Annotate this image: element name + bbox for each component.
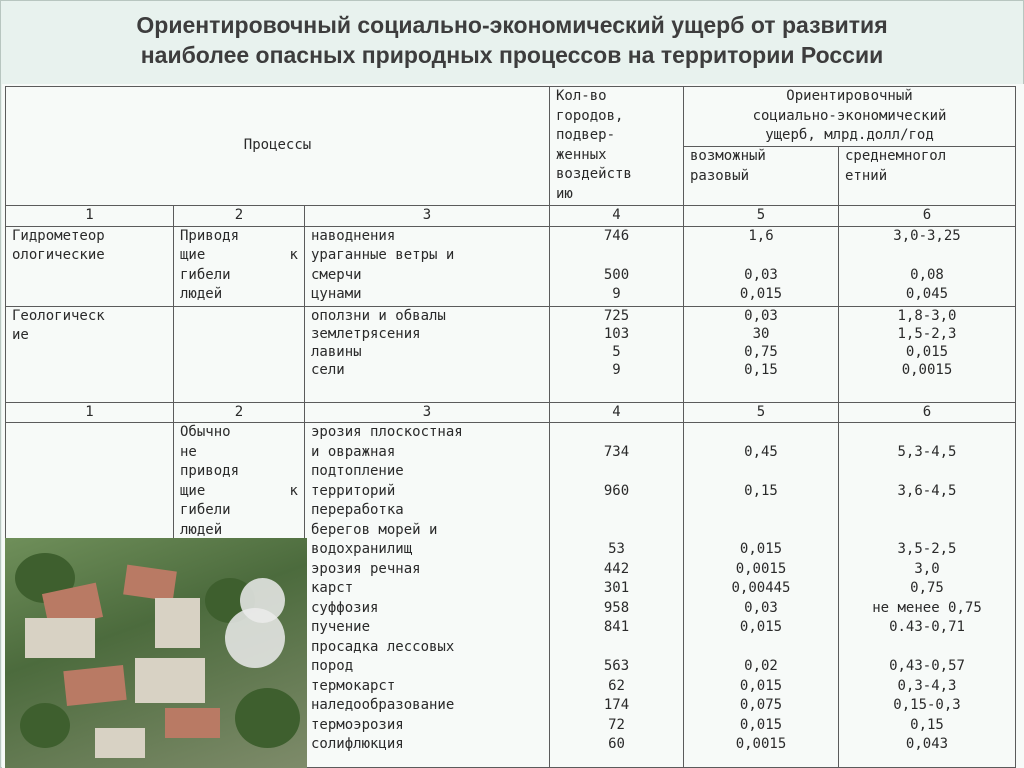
header-cities	[550, 87, 684, 206]
header-processes: Процессы	[6, 87, 550, 206]
subgroup-fatal	[174, 226, 305, 306]
header-damage	[684, 87, 1016, 147]
column-number-3: 3	[305, 402, 550, 423]
cell-line	[556, 423, 677, 443]
cell-line: 5	[612, 343, 621, 360]
cell-line: подтопление	[311, 463, 404, 479]
cell-line	[556, 501, 677, 521]
cell-line: 746	[603, 227, 630, 244]
cell-line: щие к	[180, 247, 298, 263]
process-list-hydromet	[305, 226, 550, 306]
cell-line: ие	[12, 327, 29, 343]
cell-line: гибели	[180, 502, 231, 518]
column-numbers-row	[6, 402, 1016, 423]
title-line-1: Ориентировочный социально-экономический ущерб от развития	[136, 12, 888, 38]
cell-line: территорий	[311, 482, 396, 499]
cell-line: смерчи	[311, 266, 362, 283]
cell-line: 0,15-0,3	[893, 697, 961, 713]
cell-line: просадка лессовых	[311, 638, 455, 655]
cities-geological	[550, 306, 684, 402]
cell-line: 0,45	[744, 443, 778, 460]
subgroup-empty	[174, 306, 305, 402]
cell-line: сели	[311, 361, 345, 378]
cell-line: возможный	[690, 148, 766, 164]
cell-line: 174	[603, 697, 630, 713]
average-hydromet	[839, 226, 1016, 306]
cell-line: 958	[603, 599, 630, 616]
cell-line: Геологическ	[12, 307, 105, 324]
cell-line: наледообразование	[311, 697, 455, 713]
cell-line: Гидрометеор	[12, 227, 105, 244]
cell-line: Кол-во	[556, 88, 607, 104]
cell-line: 53	[608, 541, 625, 557]
cell-line: оползни и обвалы	[311, 307, 446, 324]
cell-line: термокарст	[311, 677, 396, 694]
cell-line: 0,15	[744, 482, 778, 499]
average-other	[839, 423, 1016, 768]
cell-line: наводнения	[311, 227, 396, 244]
cell-line: подвер-	[556, 127, 616, 143]
cell-line: 0,03	[744, 599, 778, 616]
cell-line: людей	[180, 521, 223, 538]
cell-line: солифлюкция	[311, 736, 404, 752]
cell-line: землетрясения	[311, 325, 421, 342]
cell-line: 0,15	[744, 361, 778, 378]
cell-line: карст	[311, 580, 354, 596]
cell-line: 841	[603, 619, 630, 635]
cell-line: лавины	[311, 343, 362, 360]
cell-line	[556, 638, 677, 658]
cell-line: ущерб, млрд.долл/год	[765, 127, 934, 143]
cell-line: 3,6-4,5	[897, 482, 957, 499]
cell-line: и овражная	[311, 443, 396, 460]
cell-line: 0,75	[910, 580, 944, 596]
oneoff-geological	[684, 306, 839, 402]
cell-line: 0,075	[739, 697, 783, 713]
cell-line: 0.43-0,71	[889, 619, 965, 635]
cell-line: ию	[556, 185, 573, 202]
cell-line: не менее 0,75	[872, 599, 982, 616]
cell-line: 0,015	[739, 716, 783, 733]
header-oneoff	[684, 147, 839, 206]
cell-line: 0,43-0,57	[889, 658, 965, 674]
process-list-other	[305, 423, 550, 768]
cell-line	[845, 521, 1009, 541]
cell-line: гибели	[180, 266, 231, 283]
cell-line: переработка	[311, 502, 404, 518]
cell-line: 72	[608, 716, 625, 733]
cell-line: 5,3-4,5	[897, 443, 957, 460]
cell-line: ураганные ветры и	[311, 247, 455, 263]
cell-line: суффозия	[311, 599, 379, 616]
cell-line	[690, 638, 832, 658]
cell-line	[845, 246, 1009, 266]
cell-line: эрозия речная	[311, 560, 421, 577]
cell-line	[690, 246, 832, 266]
aerial-town-photo	[5, 538, 307, 768]
cell-line: 0,015	[739, 619, 783, 635]
cell-line: 500	[603, 266, 630, 283]
cell-line: социально-экономический	[752, 107, 947, 124]
group-geological	[6, 306, 174, 402]
cell-line: 0,0015	[901, 361, 953, 378]
cell-line: 1,5-2,3	[897, 325, 957, 342]
cell-line: 442	[603, 560, 630, 577]
column-number-2: 2	[174, 402, 305, 423]
cell-line: 725	[603, 307, 630, 324]
cell-line: 0,015	[739, 286, 783, 302]
cell-line: термоэрозия	[311, 716, 404, 733]
oneoff-other	[684, 423, 839, 768]
column-number-6: 6	[839, 402, 1016, 423]
cities-other	[550, 423, 684, 768]
cell-line	[690, 521, 832, 541]
cell-line: 0,02	[744, 658, 778, 674]
cell-line: эрозия плоскостная	[311, 424, 463, 440]
cell-line: 0,15	[910, 716, 944, 733]
cell-line: 0,0015	[735, 736, 787, 752]
cell-line: 0,015	[905, 343, 949, 360]
cell-line	[556, 462, 677, 482]
cell-line: 0,03	[744, 307, 778, 324]
cell-line: разовый	[690, 167, 750, 184]
average-geological	[839, 306, 1016, 402]
cell-line: воздейств	[556, 166, 632, 182]
cell-line: пород	[311, 658, 354, 674]
column-number-1: 1	[6, 402, 174, 423]
cell-line: 0,03	[744, 266, 778, 283]
cell-line: 3,5-2,5	[897, 541, 957, 557]
cell-line: приводя	[180, 463, 240, 479]
cell-line	[556, 246, 677, 266]
cell-line: щие к	[180, 482, 298, 499]
cell-line	[845, 501, 1009, 521]
column-numbers-row	[6, 206, 1016, 227]
cell-line	[556, 521, 677, 541]
cell-line: цунами	[311, 286, 362, 302]
process-list-geological	[305, 306, 550, 402]
cell-line: 0,0015	[735, 560, 787, 577]
cell-line: водохранилищ	[311, 541, 413, 557]
cell-line: 0,045	[905, 286, 949, 302]
cell-line	[845, 423, 1009, 443]
cell-line: 9	[612, 286, 621, 302]
cell-line: пучение	[311, 619, 371, 635]
group-hydromet	[6, 226, 174, 306]
cities-hydromet	[550, 226, 684, 306]
oneoff-hydromet	[684, 226, 839, 306]
column-number-3: 3	[305, 206, 550, 227]
cell-line: 960	[603, 482, 630, 499]
header-average	[839, 147, 1016, 206]
cell-line: 3,0-3,25	[893, 227, 961, 244]
cell-line: 0,3-4,3	[897, 677, 957, 694]
cell-line: 0,043	[905, 736, 949, 752]
cell-line: 0,015	[739, 677, 783, 694]
cell-line: людей	[180, 286, 223, 302]
cell-line: Обычно	[180, 424, 231, 440]
slide-title	[0, 10, 1024, 70]
cell-line	[845, 638, 1009, 658]
cell-line	[690, 462, 832, 482]
cell-line: етний	[845, 167, 888, 184]
cell-line	[690, 501, 832, 521]
cell-line: 1,6	[748, 227, 774, 244]
cell-line: среднемногол	[845, 148, 947, 164]
column-number-5: 5	[684, 402, 839, 423]
cell-line	[845, 462, 1009, 482]
cell-line: 9	[612, 361, 621, 378]
cell-line: 60	[608, 736, 625, 752]
cell-line: 62	[608, 677, 625, 694]
cell-line: Приводя	[180, 227, 240, 244]
cell-line: 0,75	[744, 343, 778, 360]
cell-line: 563	[603, 658, 630, 674]
cell-line: 1,8-3,0	[897, 307, 957, 324]
column-number-6: 6	[839, 206, 1016, 227]
cell-line: 0,08	[910, 266, 944, 283]
column-number-5: 5	[684, 206, 839, 227]
cell-line: Ориентировочный	[786, 88, 913, 104]
cell-line: 3,0	[914, 560, 940, 577]
cell-line: 0,015	[739, 541, 783, 557]
cell-line: 0,00445	[731, 580, 791, 596]
column-number-2: 2	[174, 206, 305, 227]
cell-line: не	[180, 443, 197, 460]
column-number-4: 4	[550, 402, 684, 423]
cell-line: 103	[603, 325, 630, 342]
cell-line: городов,	[556, 107, 624, 124]
cell-line: 301	[603, 580, 630, 596]
cell-line: женных	[556, 146, 607, 163]
column-number-1: 1	[6, 206, 174, 227]
cell-line: берегов морей и	[311, 521, 438, 538]
cell-line: 30	[752, 325, 770, 342]
title-line-2: наиболее опасных природных процессов на территории России	[140, 42, 884, 68]
column-number-4: 4	[550, 206, 684, 227]
cell-line	[690, 423, 832, 443]
cell-line: 734	[603, 443, 630, 460]
cell-line: ологические	[12, 247, 105, 263]
